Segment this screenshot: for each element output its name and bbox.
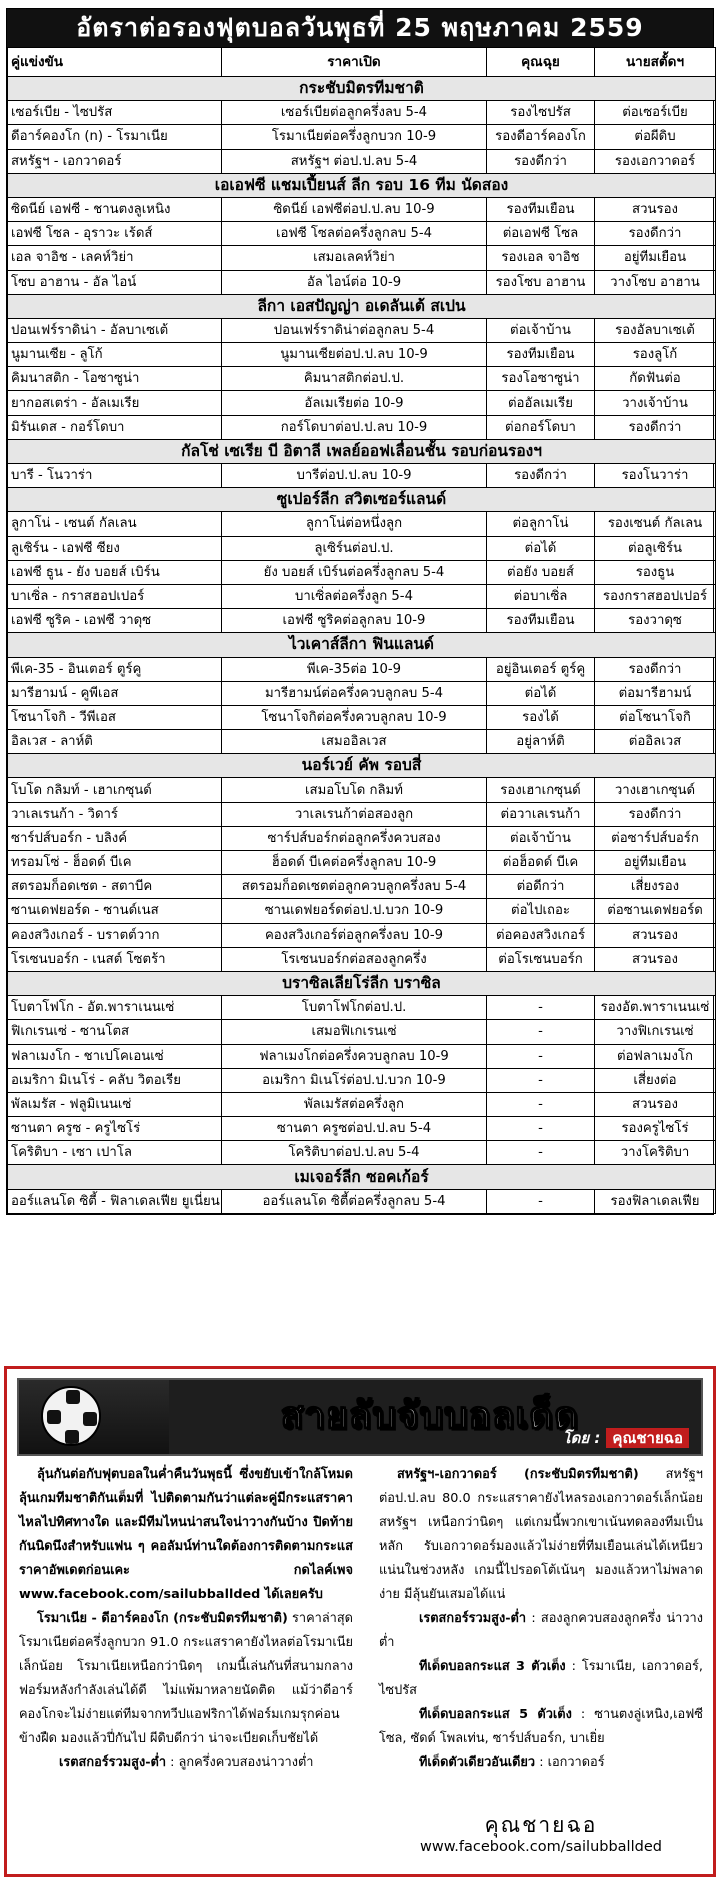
left-match-title: โรมาเนีย - ดีอาร์คองโก (กระชับมิตรทีมชาติ) xyxy=(37,1611,288,1626)
pick-khun-chui: - xyxy=(487,1092,595,1116)
pick-khun-chui: รองโอซาซูน่า xyxy=(487,367,595,391)
match-row xyxy=(8,1117,716,1141)
article-intro: ลุ้นกันต่อกับฟุตบอลในค่ำคืนวันพุธนี้ ซึ่งขยับเข้าใกล้โหมดลุ้นเกมทีมชาติกันเต็มที่ ไปติดตามกันว่าแต่ละคู่มีกระแสราคาไหลไปทิศทางใด และมีทีมไหนน่าสนใจน่าวางกันบ้าง ปิดท้ายกันนิดนึงสำหรับแฟน ๆ คอลัมน์ท่านใดต้องการติดตามกระแสราคาอัพเดตก่อนเคะ กดไลค์เพจ www.facebook.com/sailubballded ได้เลยครับ xyxy=(19,1467,353,1602)
pick-nai-stud: วางฟิเกเรนเซ่ xyxy=(595,1020,716,1044)
match-teams: เอล จาอิช - เลคห์วิย่า xyxy=(8,246,222,270)
pick-nai-stud: ต่อเซอร์เบีย xyxy=(595,101,716,125)
left-score-line xyxy=(19,1751,353,1775)
match-row xyxy=(8,826,716,850)
match-teams: ยากอสเตร่า - อัลเมเรีย xyxy=(8,391,222,415)
tip3-label: ทีเด็ดบอลกระแส 3 ตัวเต็ง xyxy=(419,1659,566,1674)
match-teams: ลูเซิร์น - เอฟซี ซียง xyxy=(8,536,222,560)
pick-nai-stud: รองดีกว่า xyxy=(595,415,716,439)
header-odds: ราคาเปิด xyxy=(222,48,487,77)
match-row xyxy=(8,681,716,705)
league-name: กระชับมิตรทีมชาติ xyxy=(8,77,716,101)
match-row xyxy=(8,464,716,488)
table-header-row xyxy=(8,48,716,77)
match-teams: เซอร์เบีย - ไซปรัส xyxy=(8,101,222,125)
match-row xyxy=(8,1068,716,1092)
league-name: นอร์เวย์ คัพ รอบสี่ xyxy=(8,754,716,778)
league-name: กัลโช่ เซเรีย บี อิตาลี เพลย์ออฟเลื่อนชั้น รอบก่อนรองฯ xyxy=(8,439,716,463)
pick-khun-chui: ต่อวาเลเรนก้า xyxy=(487,802,595,826)
opening-odds: คองสวิงเกอร์ต่อลูกครึ่งลบ 10-9 xyxy=(222,923,487,947)
opening-odds: ลูกาโน่ต่อหนึ่งลูก xyxy=(222,512,487,536)
pick-khun-chui: ต่ออัลเมเรีย xyxy=(487,391,595,415)
opening-odds: ปอนเฟร์ราดิน่าต่อลูกลบ 5-4 xyxy=(222,318,487,342)
opening-odds: เสมอฟิเกเรนเซ่ xyxy=(222,1020,487,1044)
match-row xyxy=(8,101,716,125)
pick-nai-stud: รองธูน xyxy=(595,560,716,584)
opening-odds: ซานเดฟยอร์ดต่อป.ป.บวก 10-9 xyxy=(222,899,487,923)
match-teams: ฟิเกเรนเซ่ - ซานโตส xyxy=(8,1020,222,1044)
match-teams: คิมนาสติก - โอซาซูน่า xyxy=(8,367,222,391)
pick-khun-chui: ต่อกอร์โดบา xyxy=(487,415,595,439)
opening-odds: พีเค-35ต่อ 10-9 xyxy=(222,657,487,681)
match-row xyxy=(8,1092,716,1116)
pick-khun-chui: ต่อยัง บอยส์ xyxy=(487,560,595,584)
match-row xyxy=(8,560,716,584)
opening-odds: ซานตา ครูซต่อป.ป.ลบ 5-4 xyxy=(222,1117,487,1141)
article-left-column xyxy=(19,1463,353,1775)
banner-byline xyxy=(563,1426,689,1450)
match-row xyxy=(8,730,716,754)
page-title: อัตราต่อรองฟุตบอลวันพุธที่ 25 พฤษภาคม 2559 xyxy=(7,9,713,47)
pick-nai-stud: ต่อโซนาโจกิ xyxy=(595,705,716,729)
pick-khun-chui: รองเฮาเกซุนด์ xyxy=(487,778,595,802)
pick-nai-stud: อยู่ทีมเยือน xyxy=(595,246,716,270)
pick-khun-chui: รองได้ xyxy=(487,705,595,729)
league-header-row xyxy=(8,173,716,197)
match-teams: สหรัฐฯ - เอกวาดอร์ xyxy=(8,149,222,173)
pick-khun-chui: ต่อได้ xyxy=(487,681,595,705)
opening-odds: ออร์แลนโด ซิตี้ต่อครึ่งลูกลบ 5-4 xyxy=(222,1189,487,1213)
match-teams: โซนาโจกิ - วีพีเอส xyxy=(8,705,222,729)
league-header-row xyxy=(8,294,716,318)
left-score-value: : ลูกครึ่งควบสองน่าวางต่ำ xyxy=(170,1755,314,1770)
opening-odds: บารีต่อป.ป.ลบ 10-9 xyxy=(222,464,487,488)
column-article xyxy=(4,1366,716,1877)
match-teams: พัลเมรัส - ฟลูมิเนนเซ่ xyxy=(8,1092,222,1116)
opening-odds: เอฟซี โซลต่อครึ่งลูกลบ 5-4 xyxy=(222,222,487,246)
match-teams: ซานเดฟยอร์ด - ซานด์เนส xyxy=(8,899,222,923)
match-row xyxy=(8,996,716,1020)
odds-table-panel xyxy=(6,8,714,1215)
pick-nai-stud: วางเฮาเกซุนด์ xyxy=(595,778,716,802)
match-row xyxy=(8,246,716,270)
tip5-value: : ซานตงลู่เหนิง,เอฟซี โซล, ซัดด์ โพลเท่น, ซาร์ปส์บอร์ก, บาเยิ่ย xyxy=(379,1707,703,1746)
match-teams: ลูกาโน่ - เซนต์ กัลเลน xyxy=(8,512,222,536)
match-teams: ซานตา ครูซ - ครูไซโร่ xyxy=(8,1117,222,1141)
opening-odds: เสมอเลคห์วิย่า xyxy=(222,246,487,270)
match-teams: นูมานเซีย - ลูโก้ xyxy=(8,343,222,367)
pick-khun-chui: - xyxy=(487,996,595,1020)
pick-khun-chui: รองดีกว่า xyxy=(487,149,595,173)
pick-khun-chui: ต่อบาเซิ่ล xyxy=(487,584,595,608)
opening-odds: เสมอโบโด กลิมท์ xyxy=(222,778,487,802)
pick-khun-chui: รองทีมเยือน xyxy=(487,609,595,633)
match-row xyxy=(8,125,716,149)
pick-nai-stud: สวนรอง xyxy=(595,1092,716,1116)
pick-khun-chui: - xyxy=(487,1117,595,1141)
pick-nai-stud: รองอัลบาเซเต้ xyxy=(595,318,716,342)
match-teams: วาเลเรนก้า - วิดาร์ xyxy=(8,802,222,826)
opening-odds: โรมาเนียต่อครึ่งลูกบวก 10-9 xyxy=(222,125,487,149)
pick-nai-stud: วางเจ้าบ้าน xyxy=(595,391,716,415)
match-row xyxy=(8,391,716,415)
single-tip-line xyxy=(379,1751,703,1775)
pick-nai-stud: รองดีกว่า xyxy=(595,802,716,826)
pick-nai-stud: รองลูโก้ xyxy=(595,343,716,367)
match-teams: อิลเวส - ลาห์ติ xyxy=(8,730,222,754)
header-match: คู่แข่งขัน xyxy=(8,48,222,77)
author-signature: คุณชายฉอ xyxy=(484,1813,598,1837)
opening-odds: คิมนาสติกต่อป.ป. xyxy=(222,367,487,391)
pick-nai-stud: สวนรอง xyxy=(595,197,716,221)
pick-nai-stud: อยู่ทีมเยือน xyxy=(595,851,716,875)
pick-nai-stud: รองวาดุซ xyxy=(595,609,716,633)
pick-khun-chui: - xyxy=(487,1044,595,1068)
pick-khun-chui: ต่อฮ็อดด์ บีเค xyxy=(487,851,595,875)
pick-nai-stud: ต่อผีดิบ xyxy=(595,125,716,149)
opening-odds: เซอร์เบียต่อลูกครึ่งลบ 5-4 xyxy=(222,101,487,125)
tip3-value: : โรมาเนีย, เอกวาดอร์, ไซปรัส xyxy=(379,1659,703,1698)
opening-odds: เสมออิลเวส xyxy=(222,730,487,754)
opening-odds: ซิดนีย์ เอฟซีต่อป.ป.ลบ 10-9 xyxy=(222,197,487,221)
opening-odds: กอร์โดบาต่อป.ป.ลบ 10-9 xyxy=(222,415,487,439)
right-match-title: สหรัฐฯ-เอกวาดอร์ (กระชับมิตรทีมชาติ) xyxy=(397,1467,639,1482)
left-score-label: เรตสกอร์รวมสูง-ต่ำ xyxy=(59,1755,167,1770)
opening-odds: มารีฮามน์ต่อครึ่งควบลูกลบ 5-4 xyxy=(222,681,487,705)
match-teams: พีเค-35 - อินเตอร์ ตูร์คู xyxy=(8,657,222,681)
odds-table xyxy=(7,47,716,1214)
pick-nai-stud: รองโนวาร่า xyxy=(595,464,716,488)
match-row xyxy=(8,318,716,342)
opening-odds: วาเลเรนก้าต่อสองลูก xyxy=(222,802,487,826)
match-row xyxy=(8,802,716,826)
soccer-ball-icon xyxy=(41,1386,101,1446)
match-teams: เอฟซี ซูริค - เอฟซี วาดุซ xyxy=(8,609,222,633)
opening-odds: พัลเมรัสต่อครึ่งลูก xyxy=(222,1092,487,1116)
pick-nai-stud: ต่อซานเดฟยอร์ด xyxy=(595,899,716,923)
column-banner xyxy=(17,1378,703,1456)
right-score-value: : สองลูกควบสองลูกครึ่ง น่าวางต่ำ xyxy=(379,1611,703,1650)
match-row xyxy=(8,343,716,367)
opening-odds: บาเซิ่ลต่อครึ่งลูก 5-4 xyxy=(222,584,487,608)
match-teams: โซบ อาฮาน - อัล ไอน์ xyxy=(8,270,222,294)
match-teams: ทรอมโซ่ - ฮ็อดด์ บีเค xyxy=(8,851,222,875)
league-name: ลีกา เอสปัญญ่า อเดลันเต้ สเปน xyxy=(8,294,716,318)
match-teams: ออร์แลนโด ซิตี้ - ฟิลาเดลเฟีย ยูเนี่ยน xyxy=(8,1189,222,1213)
odds-table-body xyxy=(8,77,716,1214)
pick-khun-chui: อยู่อินเตอร์ ตูร์คู xyxy=(487,657,595,681)
pick-nai-stud: รองอัต.พาราเนนเซ่ xyxy=(595,996,716,1020)
left-match-paragraph xyxy=(19,1607,353,1751)
match-row xyxy=(8,222,716,246)
league-header-row xyxy=(8,1165,716,1189)
league-header-row xyxy=(8,488,716,512)
left-match-body: ราคาล่าสุดโรมาเนียต่อครึ่งลูกบวก 91.0 กระแสราคายังไหลต่อโรมาเนียเล็กน้อย โรมาเนียเหนือกว่านิดๆ เกมนี้เล่นกันที่สนามกลาง ฟอร์มหลังกำลังเล่นได้ดี ไม่แพ้มาหลายนัดติด แม้ว่าดีอาร์คองโกจะไม่ง่ายแต่ทีมจากทวีปแอฟริกาได้ฟอร์มเกมรุกค่อนข้างฝืด มองแล้วปี่กันไป ผีดิบดีกว่า น่าจะเบียดเก็บชัยได้ xyxy=(19,1611,353,1746)
match-row xyxy=(8,1044,716,1068)
single-tip-label: ทีเด็ดตัวเดียวอันเดียว xyxy=(419,1755,536,1770)
tip5-line xyxy=(379,1703,703,1751)
right-score-line xyxy=(379,1607,703,1655)
match-row xyxy=(8,899,716,923)
pick-nai-stud: กัดฟันต่อ xyxy=(595,367,716,391)
match-teams: มิรันเดส - กอร์โดบา xyxy=(8,415,222,439)
match-teams: บาเซิ่ล - กราสฮอปเปอร์ xyxy=(8,584,222,608)
league-header-row xyxy=(8,633,716,657)
pick-khun-chui: อยู่ลาห์ติ xyxy=(487,730,595,754)
match-row xyxy=(8,512,716,536)
match-teams: อเมริกา มิเนโร่ - คลับ วิตอเรีย xyxy=(8,1068,222,1092)
match-row xyxy=(8,923,716,947)
league-header-row xyxy=(8,754,716,778)
match-teams: ดีอาร์คองโก (n) - โรมาเนีย xyxy=(8,125,222,149)
pick-nai-stud: ต่อฟลาเมงโก xyxy=(595,1044,716,1068)
match-row xyxy=(8,415,716,439)
pick-nai-stud: เสี่ยงต่อ xyxy=(595,1068,716,1092)
league-name: เมเจอร์ลีก ซอคเก้อร์ xyxy=(8,1165,716,1189)
pick-nai-stud: รองดีกว่า xyxy=(595,657,716,681)
pick-nai-stud: สวนรอง xyxy=(595,923,716,947)
match-row xyxy=(8,149,716,173)
match-row xyxy=(8,875,716,899)
opening-odds: อัล ไอน์ต่อ 10-9 xyxy=(222,270,487,294)
pick-nai-stud: วางโซบ อาฮาน xyxy=(595,270,716,294)
pick-khun-chui: รองดีกว่า xyxy=(487,464,595,488)
pick-nai-stud: วางโคริติบา xyxy=(595,1141,716,1165)
league-header-row xyxy=(8,439,716,463)
header-editor: นายสตั้ดฯ xyxy=(595,48,716,77)
league-name: บราซิลเลียโร่ลีก บราซิล xyxy=(8,971,716,995)
banner-author: คุณชายฉอ xyxy=(606,1428,689,1448)
pick-khun-chui: ต่อเอฟซี โซล xyxy=(487,222,595,246)
pick-nai-stud: รองเซนต์ กัลเลน xyxy=(595,512,716,536)
pick-khun-chui: รองทีมเยือน xyxy=(487,343,595,367)
opening-odds: สหรัฐฯ ต่อป.ป.ลบ 5-4 xyxy=(222,149,487,173)
right-match-paragraph xyxy=(379,1463,703,1607)
match-row xyxy=(8,536,716,560)
match-teams: มารีฮามน์ - คูพีเอส xyxy=(8,681,222,705)
match-row xyxy=(8,851,716,875)
pick-nai-stud: รองดีกว่า xyxy=(595,222,716,246)
pick-nai-stud: รองฟิลาเดลเฟีย xyxy=(595,1189,716,1213)
opening-odds: ลูเซิร์นต่อป.ป. xyxy=(222,536,487,560)
pick-nai-stud: รองกราสฮอปเปอร์ xyxy=(595,584,716,608)
opening-odds: โคริติบาต่อป.ป.ลบ 5-4 xyxy=(222,1141,487,1165)
match-row xyxy=(8,947,716,971)
pick-khun-chui: ต่อเจ้าบ้าน xyxy=(487,318,595,342)
opening-odds: ฟลาเมงโกต่อครึ่งควบลูกลบ 10-9 xyxy=(222,1044,487,1068)
pick-khun-chui: ต่อไปเถอะ xyxy=(487,899,595,923)
match-row xyxy=(8,584,716,608)
pick-nai-stud: สวนรอง xyxy=(595,947,716,971)
pick-khun-chui: - xyxy=(487,1189,595,1213)
pick-khun-chui: รองทีมเยือน xyxy=(487,197,595,221)
pick-khun-chui: - xyxy=(487,1141,595,1165)
league-name: ไวเคาส์ลีกา ฟินแลนด์ xyxy=(8,633,716,657)
match-teams: เอฟซี ธูน - ยัง บอยส์ เบิร์น xyxy=(8,560,222,584)
opening-odds: โบตาโฟโกต่อป.ป. xyxy=(222,996,487,1020)
match-teams: โคริติบา - เซา เปาโล xyxy=(8,1141,222,1165)
match-row xyxy=(8,609,716,633)
match-teams: ฟลาเมงโก - ชาเปโคเอนเซ่ xyxy=(8,1044,222,1068)
match-row xyxy=(8,1141,716,1165)
tip3-line xyxy=(379,1655,703,1703)
opening-odds: โซนาโจกิต่อครึ่งควบลูกลบ 10-9 xyxy=(222,705,487,729)
league-header-row xyxy=(8,77,716,101)
opening-odds: อัลเมเรียต่อ 10-9 xyxy=(222,391,487,415)
pick-khun-chui: - xyxy=(487,1020,595,1044)
pick-khun-chui: รองดีอาร์คองโก xyxy=(487,125,595,149)
pick-khun-chui: รองเอล จาอิช xyxy=(487,246,595,270)
match-row xyxy=(8,705,716,729)
match-teams: โบตาโฟโก - อัต.พาราเนนเซ่ xyxy=(8,996,222,1020)
facebook-url[interactable]: www.facebook.com/sailubballded xyxy=(420,1839,662,1855)
league-header-row xyxy=(8,971,716,995)
pick-nai-stud: ต่อซาร์ปส์บอร์ก xyxy=(595,826,716,850)
league-name: เอเอฟซี แชมเปี้ยนส์ ลีก รอบ 16 ทีม นัดสอง xyxy=(8,173,716,197)
match-row xyxy=(8,778,716,802)
right-score-label: เรตสกอร์รวมสูง-ต่ำ xyxy=(419,1611,527,1626)
banner-by-label: โดย : xyxy=(562,1429,601,1447)
single-tip-value: : เอกวาดอร์ xyxy=(539,1755,605,1770)
match-row xyxy=(8,1189,716,1213)
opening-odds: อเมริกา มิเนโร่ต่อป.ป.บวก 10-9 xyxy=(222,1068,487,1092)
opening-odds: ยัง บอยส์ เบิร์นต่อครึ่งลูกลบ 5-4 xyxy=(222,560,487,584)
opening-odds: นูมานเซียต่อป.ป.ลบ 10-9 xyxy=(222,343,487,367)
match-row xyxy=(8,367,716,391)
opening-odds: โรเซนบอร์กต่อสองลูกครึ่ง xyxy=(222,947,487,971)
opening-odds: ซาร์ปส์บอร์กต่อลูกครึ่งควบสอง xyxy=(222,826,487,850)
match-row xyxy=(8,1020,716,1044)
pick-khun-chui: ต่อดีกว่า xyxy=(487,875,595,899)
pick-nai-stud: ต่อมารีฮามน์ xyxy=(595,681,716,705)
pick-khun-chui: ต่อได้ xyxy=(487,536,595,560)
match-teams: โรเซนบอร์ก - เนสต์ โซตร้า xyxy=(8,947,222,971)
right-match-body: สหรัฐฯ ต่อป.ป.ลบ 80.0 กระแสราคายังไหลรองเอกวาดอร์เล็กน้อย สหรัฐฯ เหนือกว่านิดๆ แต่เกมนี้พวกเขาเน้นทดลองทีมเป็นหลัก รับเอกวาดอร์มองแล้วไม่ง่ายที่ทีมเยือนเล่นได้เหนียวแน่นในช่วงหลัง เกมนี้ไปรอดโต้เน้นๆ มองแล้วหาไม่พลาดง่าย มีลุ้นยันเสมอได้แน่ xyxy=(379,1467,703,1602)
match-row xyxy=(8,657,716,681)
pick-khun-chui: ต่อลูกาโน่ xyxy=(487,512,595,536)
pick-khun-chui: รองโซบ อาฮาน xyxy=(487,270,595,294)
match-teams: ซาร์ปส์บอร์ก - บลิงค์ xyxy=(8,826,222,850)
match-teams: ซิดนีย์ เอฟซี - ชานตงลูเหนิง xyxy=(8,197,222,221)
match-teams: ปอนเฟร์ราดิน่า - อัลบาเซเต้ xyxy=(8,318,222,342)
opening-odds: ฮ็อดด์ บีเคต่อครึ่งลูกลบ 10-9 xyxy=(222,851,487,875)
header-pick: คุณฉุย xyxy=(487,48,595,77)
match-teams: เอฟซี โซล - อุราวะ เร้ดส์ xyxy=(8,222,222,246)
pick-khun-chui: ต่อเจ้าบ้าน xyxy=(487,826,595,850)
article-right-column xyxy=(379,1463,703,1775)
pick-nai-stud: ต่อลูเซิร์น xyxy=(595,536,716,560)
match-teams: บารี - โนวาร่า xyxy=(8,464,222,488)
match-teams: โบโด กลิมท์ - เฮาเกซุนด์ xyxy=(8,778,222,802)
opening-odds: เอฟซี ซูริคต่อลูกลบ 10-9 xyxy=(222,609,487,633)
match-row xyxy=(8,197,716,221)
tip5-label: ทีเด็ดบอลกระแส 5 ตัวเต็ง xyxy=(419,1707,572,1722)
pick-nai-stud: รองครูไซโร่ xyxy=(595,1117,716,1141)
banner-title: สายลับจับบอลเด็ด xyxy=(280,1394,580,1437)
match-row xyxy=(8,270,716,294)
pick-khun-chui: - xyxy=(487,1068,595,1092)
match-teams: คองสวิงเกอร์ - บราตต์วาก xyxy=(8,923,222,947)
opening-odds: สตรอมก็อดเซตต่อลูกควบลูกครึ่งลบ 5-4 xyxy=(222,875,487,899)
pick-khun-chui: ต่อโรเซนบอร์ก xyxy=(487,947,595,971)
pick-nai-stud: รองเอกวาดอร์ xyxy=(595,149,716,173)
league-name: ซูเปอร์ลีก สวิตเซอร์แลนด์ xyxy=(8,488,716,512)
pick-nai-stud: เสี่ยงรอง xyxy=(595,875,716,899)
pick-khun-chui: ต่อคองสวิงเกอร์ xyxy=(487,923,595,947)
pick-nai-stud: ต่ออิลเวส xyxy=(595,730,716,754)
match-teams: สตรอมก็อดเซต - สตาบีค xyxy=(8,875,222,899)
pick-khun-chui: รองไซปรัส xyxy=(487,101,595,125)
